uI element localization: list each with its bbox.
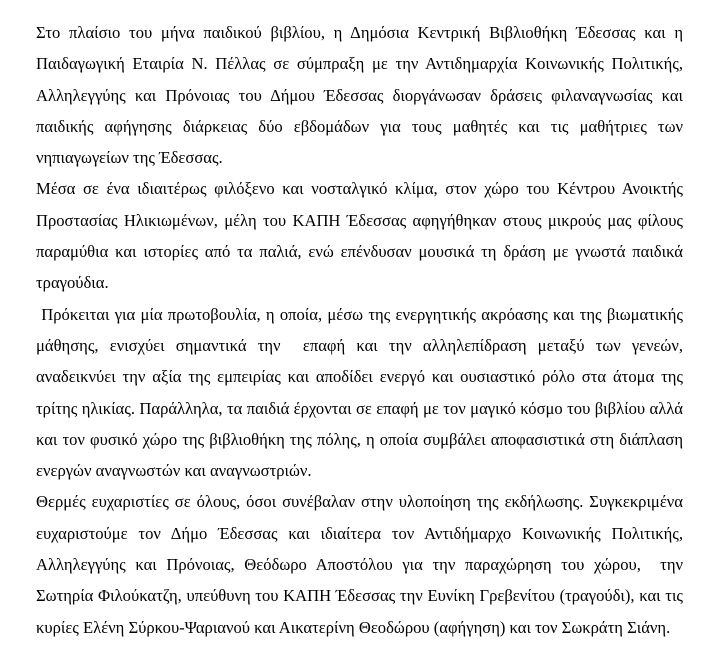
- paragraph-initiative: Πρόκειται για μία πρωτοβουλία, η οποία, μέσω της ενεργητικής ακρόασης και της βιωματικής μάθησης, ενισχύει σημαντικά την επαφή και την αλληλεπίδραση μεταξύ των γενεών, αναδεικνύει την αξία της εμπειρίας και αποδίδει ενεργό και ουσιαστικό ρόλο στα άτομα της τρίτης ηλικίας. Παράλληλα, τα παιδιά έρχονται σε επαφή με τον μαγικό κόσμο του βιβλίου αλλά και τον φυσικό χώρο της βιβλιοθήκη της πόλης, η οποία συμβάλει αποφασιστικά στη διάπλαση ενεργών αναγνωστών και αναγνωστριών.: [36, 304, 688, 481]
- paragraph-thanks: Θερμές ευχαριστίες σε όλους, όσοι συνέβαλαν στην υλοποίηση της εκδήλωσης. Συγκεκριμένα ευχαριστούμε τον Δήμο Έδεσσας και ιδιαίτερα τον Αντιδήμαρχο Κοινωνικής Πολιτικής, Αλληλεγγύης και Πρόνοιας, Θεόδωρο Αποστόλου για την παραχώρηση του χώρου, την Σωτηρία Φιλούκατζη, υπεύθυνη του ΚΑΠΗ Έδεσσας την Ευνίκη Γρεβενίτου (τραγούδι), και τις κυρίες Ελένη Σύρκου-Ψαριανού και Αικατερίνη Θεοδώρου (αφήγηση) και τον Σωκράτη Σιάνη.: [36, 492, 688, 637]
- paragraph-storytelling: Μέσα σε ένα ιδιαιτέρως φιλόξενο και νοσταλγικό κλίμα, στον χώρο του Κέντρου Ανοικτής Προστασίας Ηλικιωμένων, μέλη του ΚΑΠΗ Έδεσσας αφηγήθηκαν στους μικρούς μας φίλους παραμύθια και ιστορίες από τα παλιά, ενώ επένδυσαν μουσικά τη δράση με γνωστά παιδικά τραγούδια.: [36, 179, 683, 293]
- document-body: [36, 17, 688, 643]
- paragraph-intro: Στο πλαίσιο του μήνα παιδικού βιβλίου, η Δημόσια Κεντρική Βιβλιοθήκη Έδεσσας και η Παιδαγωγική Εταιρία Ν. Πέλλας σε σύμπραξη με την Αντιδημαρχία Κοινωνικής Πολιτικής, Αλληλεγγύης και Πρόνοιας του Δήμου Έδεσσας διοργάνωσαν δράσεις φιλαναγνωσίας και παιδικής αφήγησης διάρκειας δύο εβδομάδων για τους μαθητές και τις μαθήτριες των νηπιαγωγείων της Έδεσσας.: [36, 23, 683, 168]
